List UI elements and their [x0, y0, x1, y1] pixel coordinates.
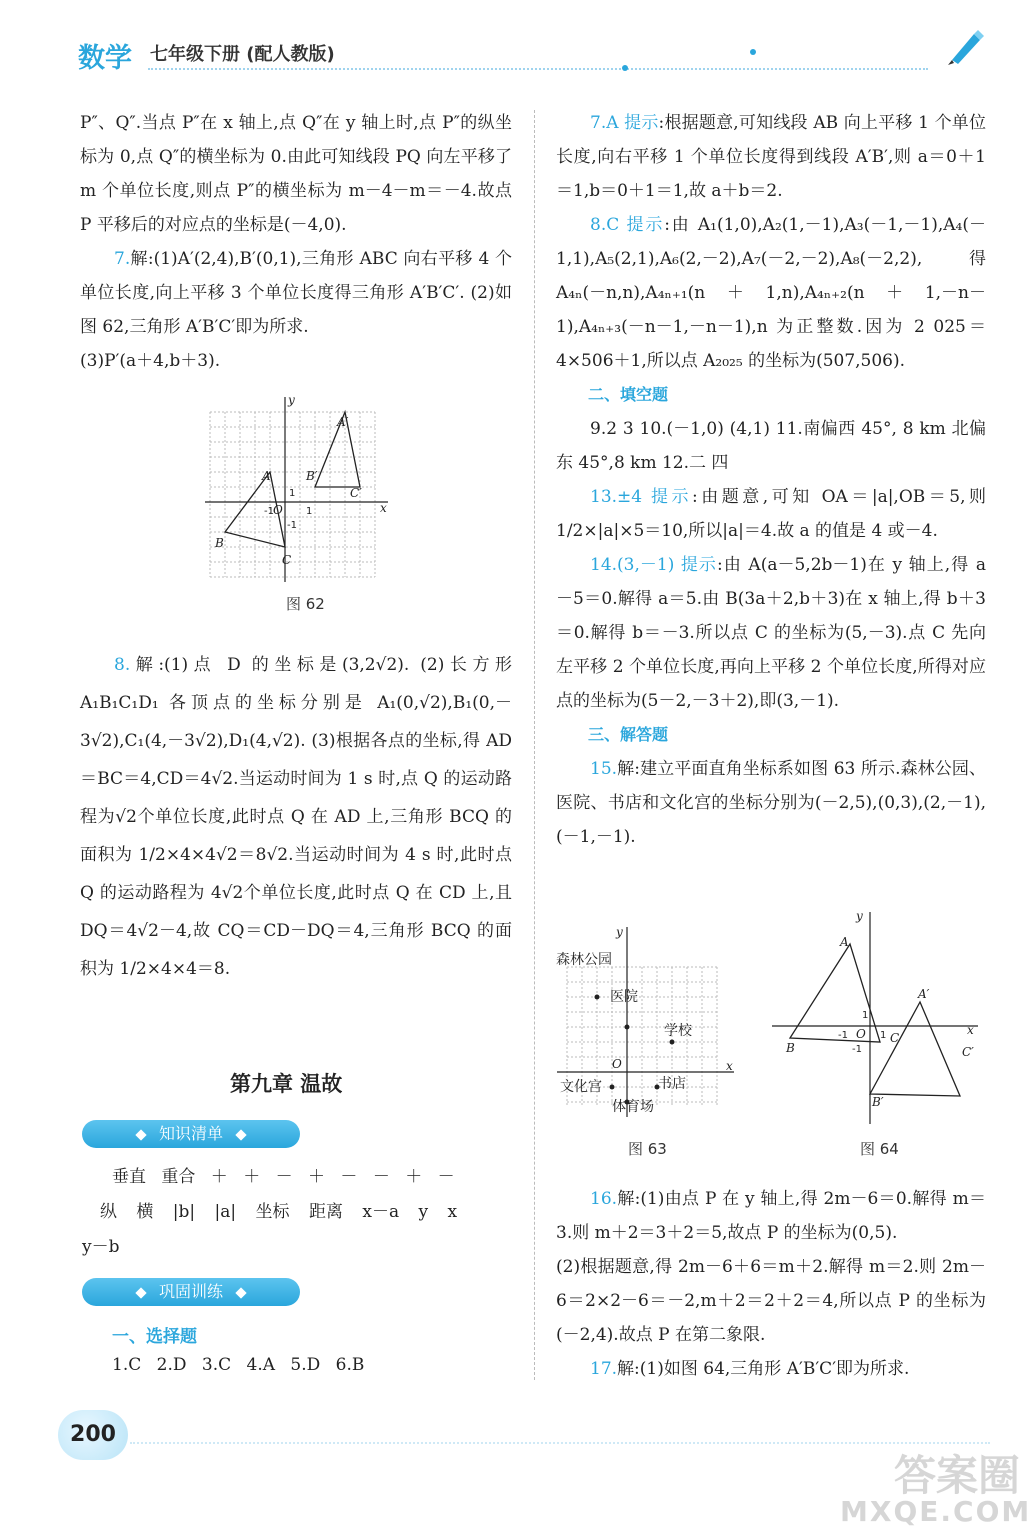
answer-17: 17.解:(1)如图 64,三角形 A′B′C′即为所求.: [590, 1359, 910, 1379]
diamond-icon: [135, 1287, 146, 1298]
answer-14: 14.(3,－1) 提示:由 A(a－5,2b－1)在 y 轴上,得 a－5＝0.解得 a＝5.由 B(3a＋2,b＋3)在 x 轴上,得 b＋3＝0.解得 b＝－3.所以点 C 的坐标为(5,－3).点 C 先向左平移 2 个单位长度,再向上平移 2 个单位长度,所得对应点的坐标为(5－2,－3＋2),即(3,－1).: [556, 555, 987, 711]
chapter-title: 第九章 温故: [230, 1071, 343, 1096]
left-paragraph-continued: P″、Q″.当点 P″在 x 轴上,点 Q″在 y 轴上时,点 P″的纵坐标为 0,点 Q″的横坐标为 0.由此可知线段 PQ 向左平移了 m 个单位长度,则点 P″的横坐标为 m－4－m＝－4.故点 P 平移后的对应点的坐标是(－4,0).: [80, 113, 512, 235]
fig62-label: x: [380, 501, 387, 515]
practice-banner: 巩固训练: [82, 1278, 300, 1306]
fig63-place: 医院: [610, 989, 638, 1005]
fig63-place: 文化宫: [560, 1079, 602, 1095]
figure-62: [200, 392, 400, 582]
fig62-label: B′: [306, 469, 318, 483]
footer-rule: [130, 1442, 990, 1444]
left-column-lower: [80, 646, 512, 988]
fig63-axis: x: [726, 1059, 733, 1073]
answer-7-part3: (3)P′(a＋4,b＋3).: [80, 351, 221, 371]
fig62-tick: 1: [306, 506, 313, 517]
page-header: [0, 0, 1035, 80]
answer-15: 15.解:建立平面直角坐标系如图 63 所示.森林公园、医院、书店和文化宫的坐标分别为(－2,5),(0,3),(2,－1),(－1,－1).: [556, 759, 986, 847]
knowledge-line-2: 纵 横 |b| |a| 坐标 距离 x－a y x: [100, 1202, 458, 1222]
fig62-tick: -1: [287, 520, 297, 531]
fig64-tick: 1: [862, 1010, 869, 1021]
fig64-label: B: [786, 1041, 795, 1055]
page-number: 200: [58, 1410, 128, 1460]
figure-63: [552, 922, 742, 1122]
fig62-label: C: [282, 553, 292, 567]
fig62-label: A: [262, 469, 271, 483]
fig62-label: C′: [350, 486, 362, 500]
fill-answers: 9.2 3 10.(－1,0) (4,1) 11.南偏西 45°, 8 km 北偏东 45°,8 km 12.二 四: [556, 419, 986, 473]
right-column-lower: [556, 1182, 986, 1386]
fig64-tick: 1: [880, 1030, 887, 1041]
fig63-place: 书店: [658, 1076, 686, 1092]
fig64-label: x: [967, 1023, 974, 1037]
fig64-label: A: [840, 935, 849, 949]
book-title: 七年级下册 (配人教版): [150, 44, 335, 65]
answer-16: 16.解:(1)由点 P 在 y 轴上,得 2m－6＝0.解得 m＝3.则 m＋2＝3＋2＝5,故点 P 的坐标为(0,5).: [556, 1189, 986, 1243]
diamond-icon: [135, 1129, 146, 1140]
fig64-label: A′: [918, 987, 930, 1001]
choice-answers: 1.C 2.D 3.C 4.A 5.D 6.B: [112, 1355, 365, 1375]
fig62-label: y: [288, 393, 295, 407]
fig64-label: B′: [872, 1095, 884, 1109]
subject-title: 数学: [78, 43, 132, 74]
figure-62-caption: 图 62: [286, 595, 325, 613]
answer-16-part2: (2)根据题意,得 2m－6＋6＝m＋2.解得 m＝2.则 2m－6＝2×2－6＝－2,m＋2＝2＋2＝4,所以点 P 的坐标为(－2,4).故点 P 在第二象限.: [556, 1257, 986, 1345]
fig64-label: y: [856, 909, 863, 923]
fig62-tick: -1: [264, 506, 274, 517]
knowledge-line-1: 垂直 重合 ＋ ＋ － ＋ － － ＋ －: [112, 1167, 455, 1187]
fig62-label: B: [215, 536, 224, 550]
figure-64-caption: 图 64: [860, 1140, 899, 1158]
fig64-label: C: [890, 1031, 900, 1045]
fig63-place: 学校: [664, 1023, 692, 1039]
fig63-axis: y: [616, 925, 623, 939]
right-column: [556, 106, 986, 854]
fig63-place: 森林公园: [556, 952, 612, 968]
diamond-icon: [235, 1287, 246, 1298]
fig64-label: O: [856, 1027, 866, 1041]
fig64-tick: -1: [852, 1044, 862, 1055]
watermark: 答案圈 MXQE.COM: [840, 1451, 1032, 1528]
header-rule: [148, 68, 928, 70]
fig62-label: A′: [337, 415, 349, 429]
fig63-axis: O: [612, 1057, 622, 1071]
figure-63-caption: 图 63: [628, 1140, 667, 1158]
section-fill: 二、填空题: [588, 385, 669, 404]
fig64-tick: -1: [838, 1030, 848, 1041]
answer-7-right: 7.A 提示:根据题意,可知线段 AB 向上平移 1 个单位长度,向右平移 1 个单位长度得到线段 A′B′,则 a＝0＋1＝1,b＝0＋1＝1,故 a＋b＝2.: [556, 113, 987, 201]
knowledge-banner: 知识清单: [82, 1120, 300, 1148]
answer-8-left: 8.解:(1)点 D 的坐标是(3,2√2). (2)长方形 A₁B₁C₁D₁ 各顶点的坐标分别是 A₁(0,√2),B₁(0,－3√2),C₁(4,－3√2),D₁(4,√2). (3)根据各点的坐标,得 AD＝BC＝4,CD＝4√2.当运动时间为 1 s 时,点 Q 的运动路程为√2个单位长度,此时点 Q 在 AD 上,三角形 BCQ 的面积为 1/2×4×4√2＝8√2.当运动时间为 4 s 时,此时点 Q 的运动路程为 4√2个单位长度,此时点 Q 在 CD 上,且 DQ＝4√2－4,故 CQ＝CD－DQ＝4,三角形 BCQ 的面积为 1/2×4×4＝8.: [80, 655, 512, 979]
answer-7-left: 7.解:(1)A′(2,4),B′(0,1),三角形 ABC 向右平移 4 个单位长度,向上平移 3 个单位长度得三角形 A′B′C′. (2)如图 62,三角形 A′B′C′即为所求.: [80, 249, 512, 337]
answer-8-right: 8.C 提示:由 A₁(1,0),A₂(1,－1),A₃(－1,－1),A₄(－1,1),A₅(2,1),A₆(2,－2),A₇(－2,－2),A₈(－2,2),得 A₄ₙ(－n,n),A₄ₙ₊₁(n＋1,n),A₄ₙ₊₂(n＋1,－n－1),A₄ₙ₊₃(－n－1,－n－1),n 为正整数.因为 2 025＝4×506＋1,所以点 A₂₀₂₅ 的坐标为(507,506).: [556, 215, 987, 371]
fig64-label: C′: [962, 1045, 974, 1059]
header-dot: [622, 65, 628, 71]
pen-icon: [944, 26, 984, 66]
left-column: [80, 106, 512, 378]
fig62-tick: 1: [289, 488, 296, 499]
fig63-place: 体育场: [612, 1099, 654, 1115]
knowledge-line-3: y－b: [82, 1237, 120, 1257]
column-divider: [534, 110, 535, 1380]
figure-64: [768, 906, 984, 1126]
section-solve: 三、解答题: [588, 725, 669, 744]
header-dot: [750, 49, 756, 55]
section-choice: 一、选择题: [112, 1327, 197, 1347]
answer-13: 13.±4 提示:由题意,可知 OA＝|a|,OB＝5,则 1/2×|a|×5＝10,所以|a|＝4.故 a 的值是 4 或－4.: [556, 487, 987, 541]
fig62-label: O: [273, 503, 283, 517]
diamond-icon: [235, 1129, 246, 1140]
